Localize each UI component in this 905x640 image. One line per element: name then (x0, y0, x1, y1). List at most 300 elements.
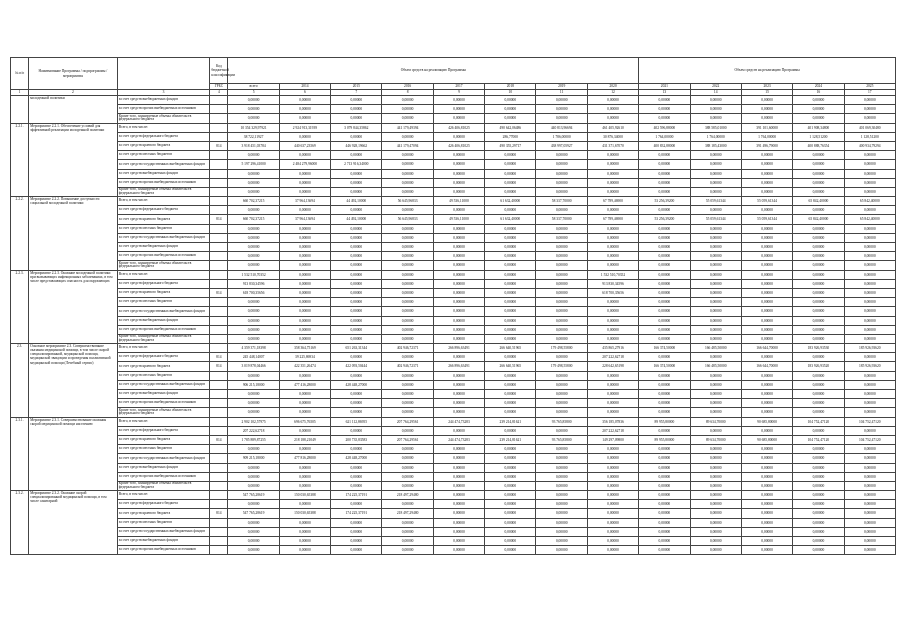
amount-cell: 0,00000 (536, 169, 587, 178)
amount-cell: 44 492,10000 (331, 215, 382, 224)
grbs-code (210, 243, 228, 252)
amount-cell: 0,00000 (587, 233, 638, 242)
funding-source: за счет средств краевого бюджета (117, 288, 210, 297)
amount-cell: 426 406,81025 (433, 123, 484, 132)
amount-cell: 0,00000 (690, 518, 741, 527)
index-cell: 10 (485, 90, 536, 96)
amount-cell: 0,00000 (587, 481, 638, 490)
amount-cell: 0,00000 (228, 298, 279, 307)
table-row (11, 307, 896, 316)
amount-cell: 402 946,72371 (382, 344, 433, 353)
amount-cell: 0,00000 (639, 298, 690, 307)
amount-cell: 356 185,07836 (587, 417, 638, 426)
amount-cell: 65 842,40000 (844, 215, 895, 224)
amount-cell: 0,00000 (331, 132, 382, 141)
amount-cell: 0,00000 (639, 463, 690, 472)
amount-cell: 5 197 296,41000 (228, 160, 279, 169)
amount-cell: 1 532 510,70352 (587, 270, 638, 279)
amount-cell: 0,00000 (331, 178, 382, 187)
table-row (11, 362, 896, 371)
amount-cell: 0,00000 (844, 537, 895, 546)
header-year: 2025 (844, 84, 895, 90)
amount-cell: 0,00000 (690, 243, 741, 252)
header-source (117, 58, 210, 90)
amount-cell: 0,00000 (587, 334, 638, 343)
amount-cell: 0,00000 (639, 187, 690, 196)
amount-cell: 0,00000 (485, 399, 536, 408)
grbs-code (210, 151, 228, 160)
amount-cell: 0,00000 (741, 252, 792, 261)
amount-cell: 547 765,28619 (228, 509, 279, 518)
amount-cell: 0,00000 (382, 399, 433, 408)
table-row (11, 252, 896, 261)
amount-cell: 65 842,40000 (844, 197, 895, 206)
funding-source: за счет средств федерального бюджета (117, 426, 210, 435)
amount-cell: 0,00000 (279, 206, 330, 215)
funding-source: за счет средств прочих внебюджетных источников (117, 178, 210, 187)
row-title: Мероприятие 2.2.3. Оказание молодежной политики при вызывающих инфекционных заболеваниях, в том числе представляющих опасность для окружающих (29, 270, 118, 344)
funding-source: Кроме того, планируемые объемы обязательств федерального бюджета (117, 261, 210, 270)
amount-cell: 0,00000 (382, 334, 433, 343)
amount-cell: 3 079 844,35862 (331, 123, 382, 132)
grbs-code (210, 481, 228, 490)
amount-cell: 0,00000 (228, 371, 279, 380)
amount-cell: 55 059,61344 (741, 197, 792, 206)
funding-source: за счет средств федерального бюджета (117, 132, 210, 141)
table-row (11, 325, 896, 334)
amount-cell: 0,00000 (690, 380, 741, 389)
amount-cell: 0,00000 (639, 261, 690, 270)
amount-cell: 0,00000 (536, 518, 587, 527)
funding-source: за счет средств внебюджетных фондов (117, 537, 210, 546)
amount-cell: 0,00000 (485, 491, 536, 500)
amount-cell: 0,00000 (382, 527, 433, 536)
funding-source: за счет средств прочих внебюджетных источников (117, 325, 210, 334)
grbs-code (210, 426, 228, 435)
amount-cell: 0,00000 (433, 390, 484, 399)
grbs-code (210, 206, 228, 215)
grbs-code (210, 454, 228, 463)
amount-cell: 0,00000 (536, 472, 587, 481)
amount-cell: 0,00000 (587, 178, 638, 187)
amount-cell: 438 997,05927 (536, 141, 587, 150)
funding-source: за счет средств краевого бюджета (117, 509, 210, 518)
amount-cell: 0,00000 (844, 371, 895, 380)
amount-cell: 431 371,67070 (587, 141, 638, 150)
amount-cell: 0,00000 (690, 252, 741, 261)
index-cell: 14 (690, 90, 741, 96)
amount-cell: 0,00000 (382, 132, 433, 141)
amount-cell: 0,00000 (587, 160, 638, 169)
amount-cell: 244 474,73283 (433, 417, 484, 426)
amount-cell: 166 374,50000 (639, 362, 690, 371)
amount-cell: 0,00000 (690, 527, 741, 536)
amount-cell: 0,00000 (536, 537, 587, 546)
amount-cell: 0,00000 (793, 298, 844, 307)
amount-cell: 0,00000 (382, 546, 433, 555)
amount-cell: 0,00000 (587, 96, 638, 105)
amount-cell: 0,00000 (485, 206, 536, 215)
amount-cell: 0,00000 (793, 481, 844, 490)
amount-cell: 0,00000 (844, 500, 895, 509)
amount-cell: 0,00000 (536, 481, 587, 490)
amount-cell: 0,00000 (228, 527, 279, 536)
amount-cell: 0,00000 (690, 426, 741, 435)
amount-cell: 89 634,70000 (690, 435, 741, 444)
table-row (11, 399, 896, 408)
amount-cell: 0,00000 (844, 279, 895, 288)
amount-cell: 402 946,72371 (382, 362, 433, 371)
amount-cell: 0,00000 (485, 233, 536, 242)
amount-cell: 0,00000 (793, 105, 844, 114)
amount-cell: 2 713 916,34000 (331, 160, 382, 169)
amount-cell: 388 585,01000 (690, 123, 741, 132)
amount-cell: 0,00000 (228, 408, 279, 417)
amount-cell: 0,00000 (433, 371, 484, 380)
grbs-code (210, 114, 228, 123)
amount-cell: 0,00000 (793, 426, 844, 435)
amount-cell: 0,00000 (485, 334, 536, 343)
amount-cell: 0,00000 (279, 169, 330, 178)
amount-cell: 0,00000 (485, 307, 536, 316)
grbs-code (210, 390, 228, 399)
amount-cell: 0,00000 (844, 518, 895, 527)
amount-cell: 0,00000 (331, 537, 382, 546)
amount-cell: 0,00000 (433, 132, 484, 141)
amount-cell: 0,00000 (639, 334, 690, 343)
amount-cell: 0,00000 (433, 546, 484, 555)
amount-cell: 428 448,27000 (331, 454, 382, 463)
amount-cell: 0,00000 (536, 353, 587, 362)
amount-cell: 0,00000 (690, 491, 741, 500)
amount-cell: 0,00000 (485, 224, 536, 233)
amount-cell: 0,00000 (382, 160, 433, 169)
amount-cell: 56 645,96833 (382, 197, 433, 206)
row-number: 2.2.1. (11, 123, 29, 197)
amount-cell: 0,00000 (331, 224, 382, 233)
amount-cell: 0,00000 (331, 518, 382, 527)
amount-cell: 0,00000 (485, 454, 536, 463)
amount-cell: 0,00000 (844, 380, 895, 389)
amount-cell: 0,00000 (844, 187, 895, 196)
amount-cell: 0,00000 (793, 491, 844, 500)
amount-cell: 0,00000 (485, 426, 536, 435)
amount-cell: 0,00000 (793, 546, 844, 555)
amount-cell: 166 485,50000 (690, 362, 741, 371)
grbs-code (210, 463, 228, 472)
amount-cell: 0,00000 (536, 325, 587, 334)
amount-cell: 0,00000 (279, 325, 330, 334)
grbs-code (210, 178, 228, 187)
amount-cell: 0,00000 (741, 243, 792, 252)
grbs-code (210, 518, 228, 527)
amount-cell: 422 093,50444 (331, 362, 382, 371)
amount-cell: 0,00000 (485, 380, 536, 389)
amount-cell: 0,00000 (639, 96, 690, 105)
amount-cell: 0,00000 (587, 537, 638, 546)
amount-cell: 660 702,37215 (228, 197, 279, 206)
amount-cell: 0,00000 (741, 537, 792, 546)
amount-cell: 0,00000 (690, 151, 741, 160)
amount-cell: 207 222,62718 (587, 353, 638, 362)
amount-cell: 0,00000 (639, 252, 690, 261)
amount-cell: 218 188,21049 (279, 435, 330, 444)
amount-cell: 0,00000 (279, 426, 330, 435)
amount-cell: 0,00000 (587, 114, 638, 123)
amount-cell: 183 926,93520 (793, 362, 844, 371)
amount-cell: 0,00000 (331, 307, 382, 316)
amount-cell: 0,00000 (433, 408, 484, 417)
grbs-code (210, 298, 228, 307)
amount-cell: 0,00000 (485, 270, 536, 279)
amount-cell: 0,00000 (793, 160, 844, 169)
amount-cell: 1 764,00000 (741, 132, 792, 141)
index-cell: 6 (279, 90, 330, 96)
amount-cell: 0,00000 (741, 307, 792, 316)
amount-cell: 0,00000 (228, 252, 279, 261)
amount-cell: 0,00000 (741, 527, 792, 536)
amount-cell: 0,00000 (536, 279, 587, 288)
amount-cell: 0,00000 (382, 178, 433, 187)
funding-source: за счет средств прочих внебюджетных источников (117, 105, 210, 114)
table-row (11, 371, 896, 380)
table-row (11, 454, 896, 463)
amount-cell: 0,00000 (639, 114, 690, 123)
amount-cell: 0,00000 (382, 261, 433, 270)
amount-cell: 0,00000 (639, 445, 690, 454)
amount-cell: 0,00000 (587, 518, 638, 527)
amount-cell: 0,00000 (793, 151, 844, 160)
funding-source: Всего, в том числе: (117, 417, 210, 426)
amount-cell: 0,00000 (741, 371, 792, 380)
amount-cell: 422 351,26474 (279, 362, 330, 371)
amount-cell: 239 214,81621 (485, 417, 536, 426)
amount-cell: 0,00000 (793, 261, 844, 270)
amount-cell: 0,00000 (639, 169, 690, 178)
amount-cell: 651 263,31344 (331, 344, 382, 353)
amount-cell: 490 642,06486 (485, 123, 536, 132)
amount-cell: 0,00000 (844, 307, 895, 316)
amount-cell: 0,00000 (741, 105, 792, 114)
amount-cell: 0,00000 (639, 288, 690, 297)
amount-cell: 440 813,96694 (536, 123, 587, 132)
amount-cell: 0,00000 (639, 426, 690, 435)
amount-cell: 0,00000 (485, 288, 536, 297)
amount-cell: 0,00000 (536, 463, 587, 472)
amount-cell: 0,00000 (793, 353, 844, 362)
amount-cell: 0,00000 (536, 105, 587, 114)
amount-cell: 0,00000 (485, 481, 536, 490)
table-row (11, 178, 896, 187)
amount-cell: 0,00000 (844, 160, 895, 169)
amount-cell: 0,00000 (690, 298, 741, 307)
amount-cell: 0,00000 (741, 325, 792, 334)
amount-cell: 0,00000 (690, 509, 741, 518)
amount-cell: 0,00000 (793, 334, 844, 343)
amount-cell: 0,00000 (844, 325, 895, 334)
amount-cell: 0,00000 (844, 463, 895, 472)
amount-cell: 618 700,35656 (587, 288, 638, 297)
amount-cell: 183 926,93530 (793, 344, 844, 353)
amount-cell: 0,00000 (639, 500, 690, 509)
grbs-code (210, 187, 228, 196)
amount-cell: 0,00000 (844, 408, 895, 417)
table-row (11, 426, 896, 435)
grbs-code (210, 445, 228, 454)
amount-cell: 0,00000 (331, 334, 382, 343)
index-cell: 7 (331, 90, 382, 96)
table-row (11, 187, 896, 196)
amount-cell: 0,00000 (793, 509, 844, 518)
amount-cell: 0,00000 (587, 325, 638, 334)
amount-cell: 0,00000 (331, 233, 382, 242)
amount-cell: 1 128,51200 (793, 132, 844, 141)
header-group-realized: Объем средств на реализацию Программы (228, 58, 639, 84)
amount-cell: 0,00000 (228, 243, 279, 252)
index-cell: 17 (844, 90, 895, 96)
amount-cell: 441 179,49394 (382, 123, 433, 132)
amount-cell: 0,00000 (536, 408, 587, 417)
amount-cell: 0,00000 (228, 307, 279, 316)
amount-cell: 174 225,37191 (331, 491, 382, 500)
amount-cell: 0,00000 (485, 445, 536, 454)
amount-cell: 0,00000 (587, 252, 638, 261)
funding-source: Кроме того, планируемые объемы обязательств федерального бюджета (117, 481, 210, 490)
amount-cell: 61 632,40000 (485, 197, 536, 206)
grbs-code (210, 279, 228, 288)
amount-cell: 207 222,62718 (587, 426, 638, 435)
amount-cell: 166 485,50000 (690, 344, 741, 353)
amount-cell: 0,00000 (382, 114, 433, 123)
amount-cell: 0,00000 (279, 399, 330, 408)
amount-cell: 0,00000 (536, 206, 587, 215)
amount-cell: 0,00000 (331, 261, 382, 270)
amount-cell: 0,00000 (485, 252, 536, 261)
amount-cell: 10 354 329,97921 (228, 123, 279, 132)
amount-cell: 0,00000 (536, 243, 587, 252)
amount-cell: 0,00000 (279, 445, 330, 454)
amount-cell: 0,00000 (433, 114, 484, 123)
amount-cell: 0,00000 (279, 178, 330, 187)
funding-source: за счет средств внебюджетных фондов (117, 169, 210, 178)
header-year: 2021 (639, 84, 690, 90)
amount-cell: 621 112,86955 (331, 417, 382, 426)
amount-cell: 0,00000 (844, 546, 895, 555)
amount-cell: 0,00000 (382, 472, 433, 481)
amount-cell: 0,00000 (331, 316, 382, 325)
amount-cell: 0,00000 (485, 243, 536, 252)
amount-cell: 0,00000 (433, 261, 484, 270)
amount-cell: 0,00000 (485, 316, 536, 325)
amount-cell: 1 532 510,70352 (228, 270, 279, 279)
funding-source: Кроме того, планируемые объемы обязательств федерального бюджета (117, 408, 210, 417)
amount-cell: 0,00000 (741, 546, 792, 555)
amount-cell: 0,00000 (433, 105, 484, 114)
funding-source: за счет средств государственных внебюджетных фондов (117, 380, 210, 389)
amount-cell: 0,00000 (228, 325, 279, 334)
amount-cell: 0,00000 (433, 178, 484, 187)
grbs-code (210, 132, 228, 141)
table-row (11, 215, 896, 224)
amount-cell: 477 416,28000 (279, 380, 330, 389)
amount-cell: 0,00000 (793, 243, 844, 252)
amount-cell: 0,00000 (228, 169, 279, 178)
row-title: Основное мероприятие 2.3. Совершенствование оказания медицинской помощи, в том числе скорой специализированной, медицинской помощи, медицинской эвакуации и проведения паллиативной медицинской помощи (Лечебный сервис) (29, 344, 118, 418)
amount-cell: 0,00000 (793, 371, 844, 380)
funding-source: за счет средств федерального бюджета (117, 500, 210, 509)
amount-cell: 0,00000 (793, 463, 844, 472)
funding-source: за счет средств краевого бюджета (117, 435, 210, 444)
amount-cell: 0,00000 (433, 491, 484, 500)
grbs-code: 814 (210, 141, 228, 150)
header-year: 2022 (690, 84, 741, 90)
amount-cell: 618 700,35656 (228, 288, 279, 297)
amount-cell: 200 735,83583 (331, 435, 382, 444)
grbs-code: 814 (210, 435, 228, 444)
funding-source: за счет средств федерального бюджета (117, 279, 210, 288)
amount-cell: 0,00000 (587, 472, 638, 481)
amount-cell: 0,00000 (433, 463, 484, 472)
table-row (11, 197, 896, 206)
row-number (11, 96, 29, 124)
funding-source: Кроме того, планируемые объемы обязательств федерального бюджета (117, 114, 210, 123)
amount-cell: 913 830,34596 (587, 279, 638, 288)
amount-cell: 104 752,47120 (844, 435, 895, 444)
amount-cell: 0,00000 (844, 288, 895, 297)
amount-cell: 660 702,37215 (228, 215, 279, 224)
amount-cell: 0,00000 (536, 307, 587, 316)
amount-cell: 0,00000 (844, 527, 895, 536)
amount-cell: 245 448,14007 (228, 353, 279, 362)
amount-cell: 0,00000 (279, 151, 330, 160)
amount-cell: 0,00000 (639, 325, 690, 334)
amount-cell: 0,00000 (844, 353, 895, 362)
amount-cell: 0,00000 (485, 518, 536, 527)
index-cell: 2 (29, 90, 118, 96)
amount-cell: 0,00000 (587, 316, 638, 325)
amount-cell: 0,00000 (228, 399, 279, 408)
amount-cell: 0,00000 (639, 160, 690, 169)
amount-cell: 426 406,81025 (433, 141, 484, 150)
amount-cell: 0,00000 (485, 463, 536, 472)
amount-cell: 0,00000 (639, 537, 690, 546)
amount-cell: 67 789,46900 (587, 197, 638, 206)
funding-source: Всего, в том числе: (117, 491, 210, 500)
amount-cell: 0,00000 (485, 537, 536, 546)
amount-cell: 0,00000 (485, 96, 536, 105)
amount-cell: 0,00000 (485, 472, 536, 481)
header-year: всего (228, 84, 279, 90)
amount-cell: 266 640,51965 (485, 362, 536, 371)
header-year: 2019 (536, 84, 587, 90)
amount-cell: 0,00000 (793, 270, 844, 279)
grbs-code (210, 123, 228, 132)
amount-cell: 0,00000 (382, 390, 433, 399)
funding-source: за счет средств местных бюджетов (117, 371, 210, 380)
amount-cell: 0,00000 (844, 178, 895, 187)
amount-cell: 218 497,29480 (382, 509, 433, 518)
funding-source: за счет средств местных бюджетов (117, 298, 210, 307)
amount-cell: 477 816,28000 (279, 454, 330, 463)
amount-cell: 0,00000 (331, 206, 382, 215)
header-year: 2020 (587, 84, 638, 90)
amount-cell: 0,00000 (793, 114, 844, 123)
amount-cell: 0,00000 (279, 518, 330, 527)
funding-source: Всего, в том числе: (117, 270, 210, 279)
amount-cell: 0,00000 (844, 509, 895, 518)
table-row (11, 123, 896, 132)
amount-cell: 0,00000 (279, 243, 330, 252)
